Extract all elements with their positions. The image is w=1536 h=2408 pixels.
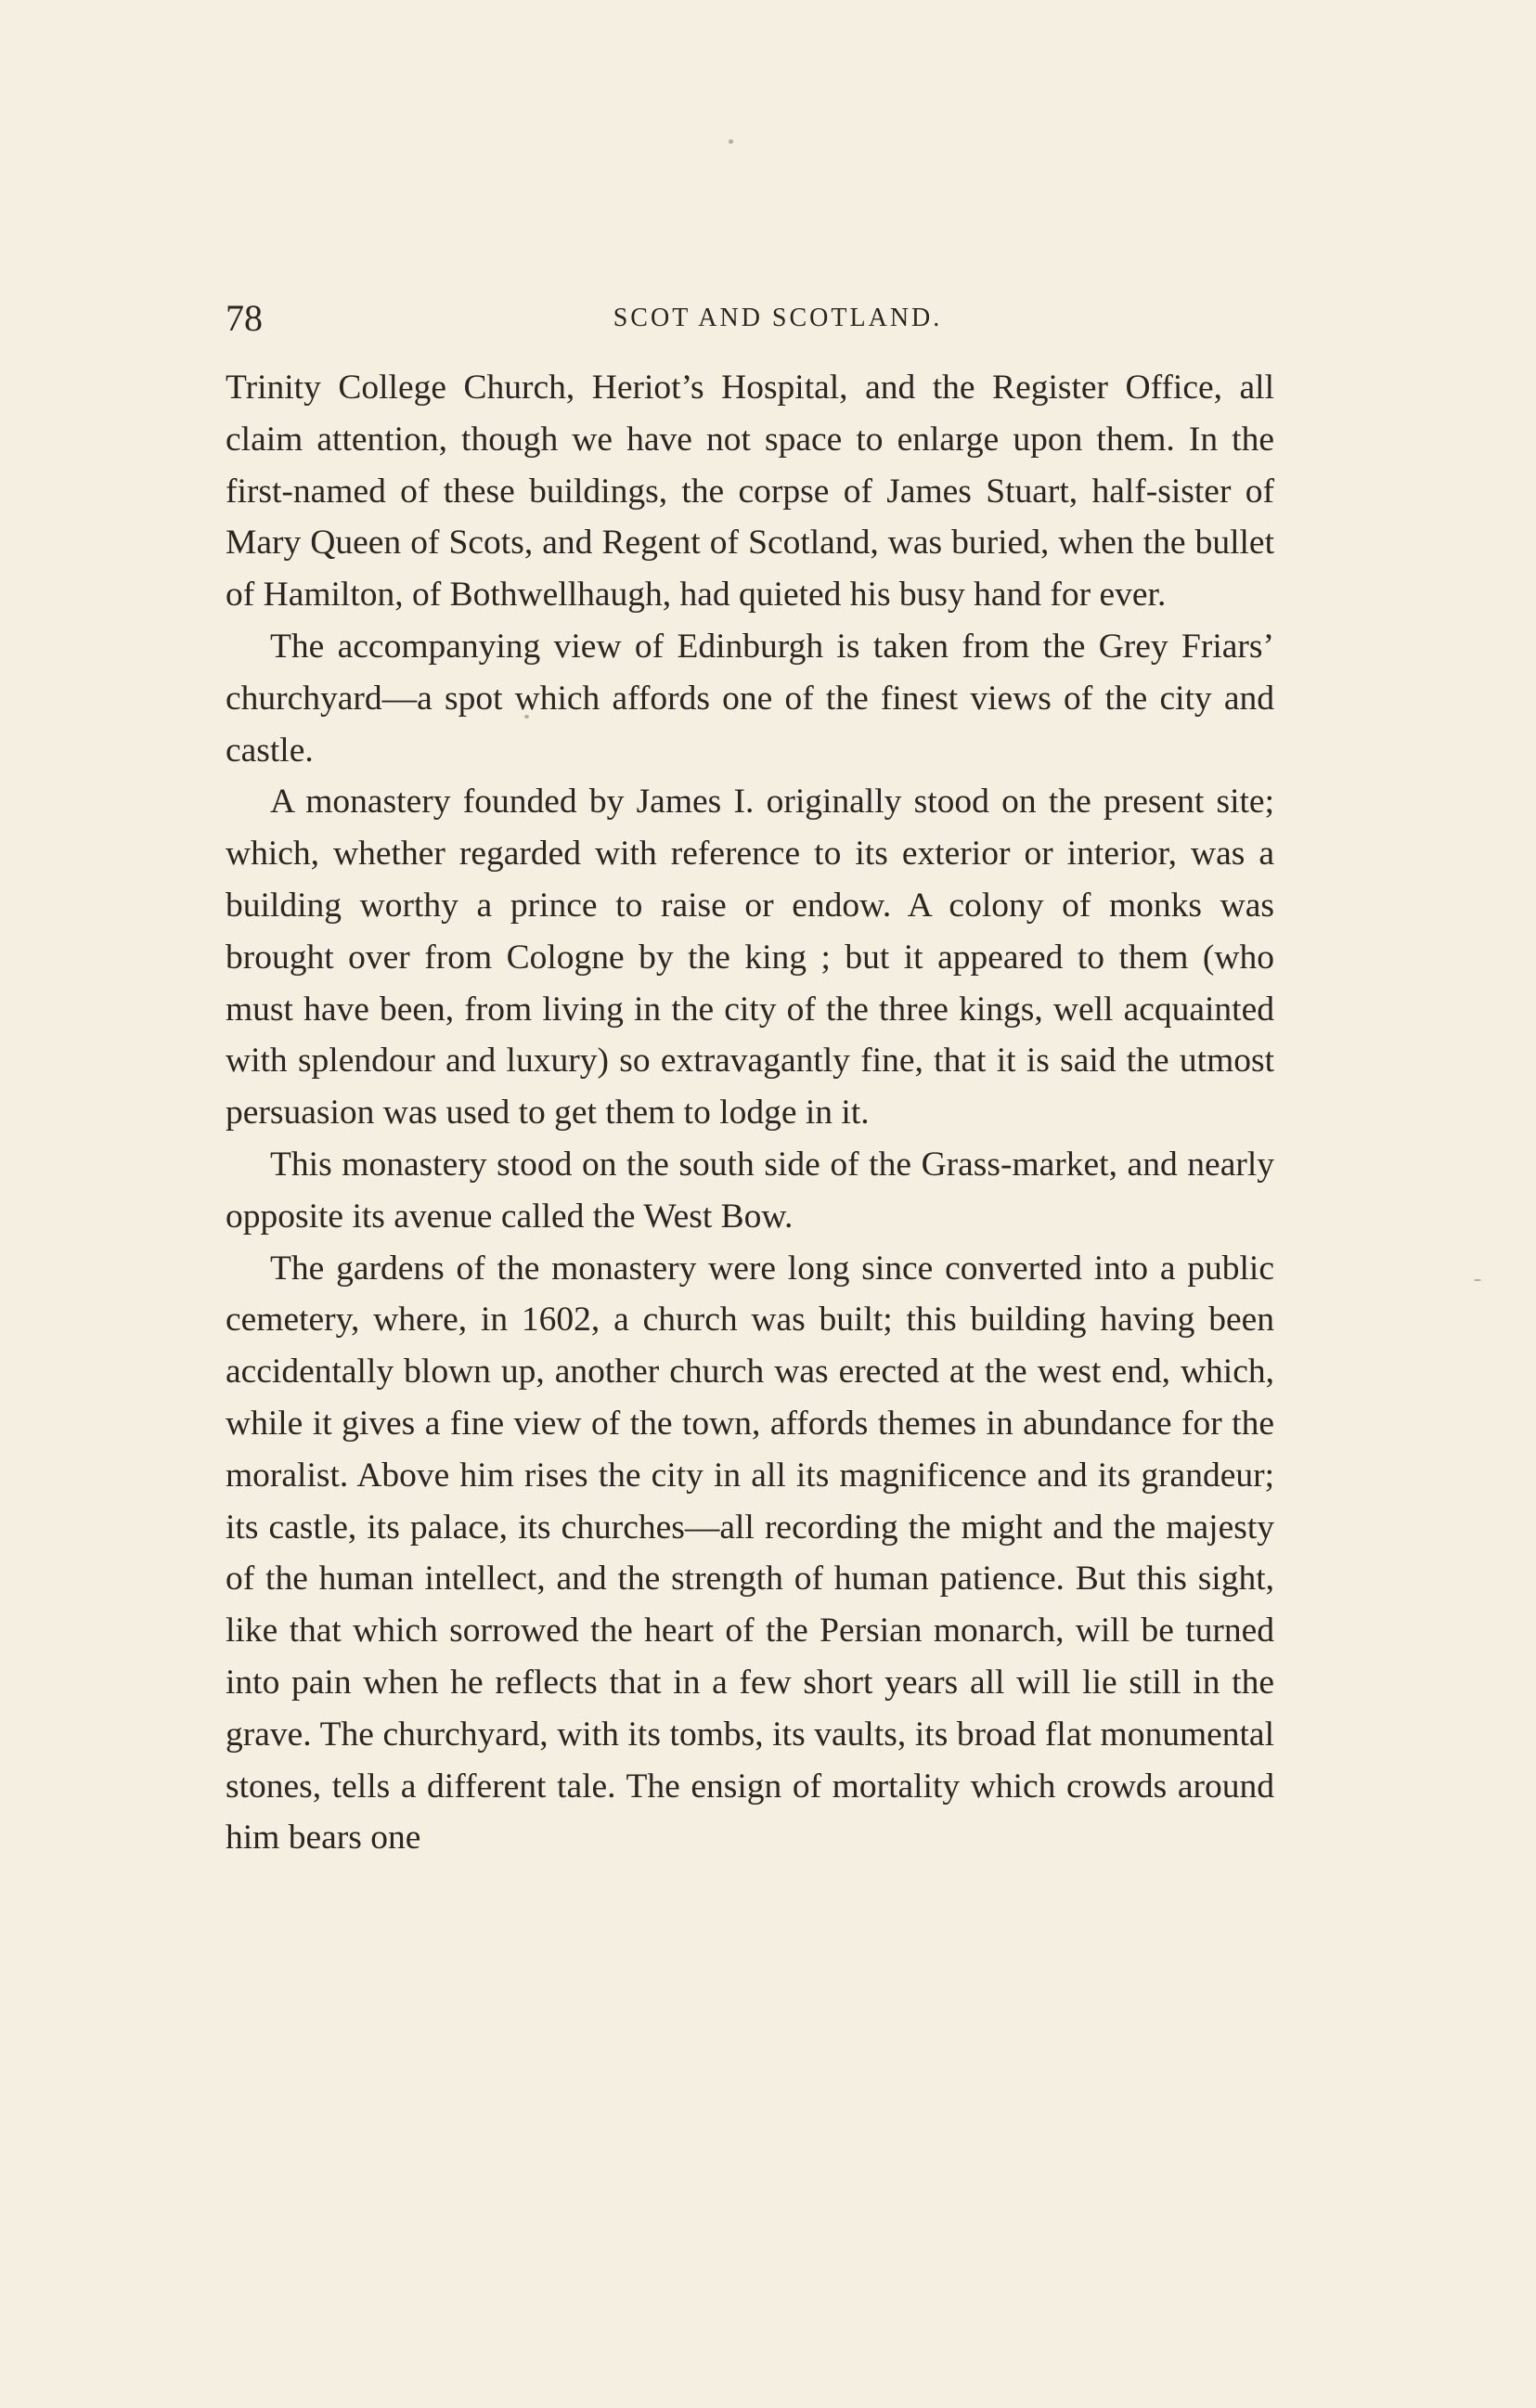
running-title: SCOT AND SCOTLAND. bbox=[613, 304, 943, 332]
paragraph: This monastery stood on the south side of the Grass-market, and nearly opposite its avenue called the West Bow. bbox=[226, 1145, 1274, 1236]
paragraph: The gardens of the monastery were long since converted into a public cemetery, where, in 1602, a church was built; this building having been accidentally blown up, another church was erected at the west end, which, while it gives a fine view of the town, affords themes in abundance for the moralist. Above him rises the city in all its magnificence and its grandeur; its castle, its palace, its churches—all recording the might and the majesty of the human intellect, and the strength of human patience. But this sight, like that which sorrowed the heart of the Persian monarch, will be turned into pain when he reflects that in a few short years all will lie still in the grave. The churchyard, with its tombs, its vaults, its broad flat monumental stones, tells a different tale. The ensign of mortality which crowds around him bears one bbox=[226, 1249, 1274, 1858]
paragraph: The accompanying view of Edinburgh is taken from the Grey Friars’ churchyard—a spot which affords one of the finest views of the city and castle. bbox=[226, 627, 1274, 770]
paragraph: A monastery founded by James I. originally stood on the present site; which, whether regarded with reference to its exterior or interior, was a building worthy a prince to raise or endow. A colony of monks was brought over from Cologne by the king ; but it appeared to them (who must have been, from living in the city of the three kings, well acquainted with splendour and luxury) so extravagantly fine, that it is said the utmost persuasion was used to get them to lodge in it. bbox=[226, 783, 1274, 1133]
body-text bbox=[226, 362, 1274, 1864]
page-header bbox=[226, 295, 1274, 342]
paper-speck bbox=[729, 139, 733, 144]
paper-speck bbox=[1474, 1279, 1481, 1281]
page-number: 78 bbox=[226, 297, 263, 339]
paragraph-continued: Trinity College Church, Heriot’s Hospital, and the Register Office, all claim attention, though we have not space to enlarge upon them. In the first-named of these buildings, the corpse of James Stuart, half-sister of Mary Queen of Scots, and Regent of Scotland, was buried, when the bullet of Hamilton, of Bothwellhaugh, had quieted his busy hand for ever. bbox=[226, 369, 1274, 615]
